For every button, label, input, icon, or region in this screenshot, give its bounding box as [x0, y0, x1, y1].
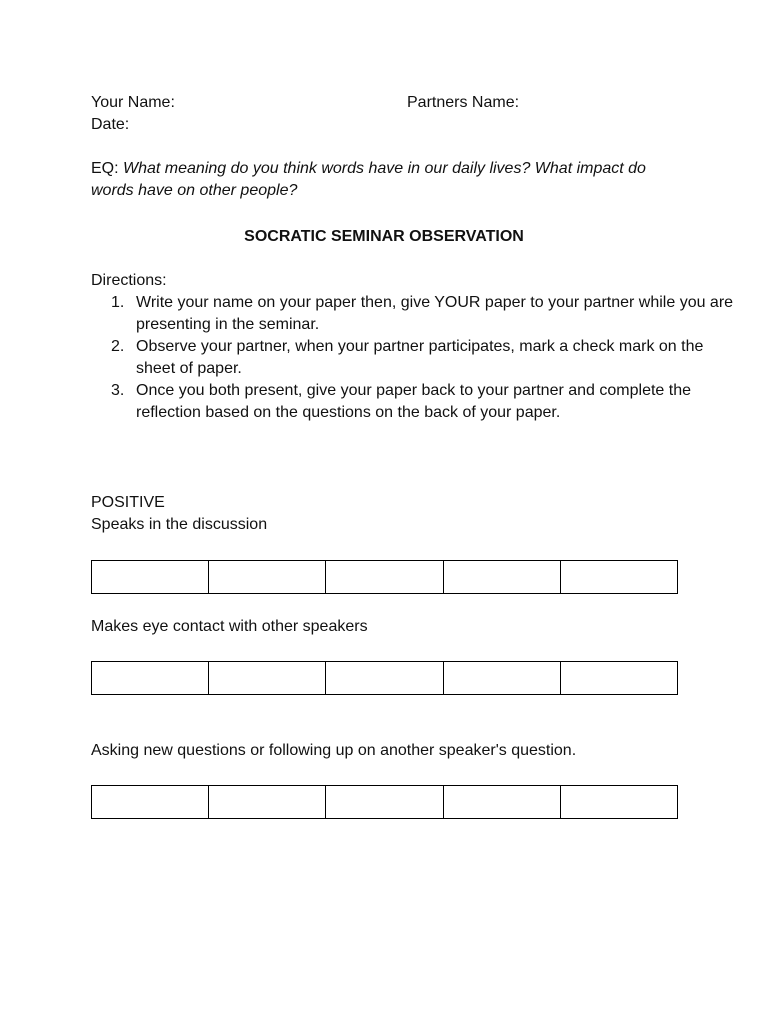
checkmark-grid-eye-contact: [91, 661, 678, 695]
checkmark-box[interactable]: [560, 561, 677, 593]
date-label: Date:: [91, 116, 130, 133]
direction-item: 1. Write your name on your paper then, give YOUR paper to your partner while you are presenting in the seminar.: [111, 294, 734, 333]
checkmark-box[interactable]: [92, 662, 208, 694]
checkmark-grid-questions: [91, 785, 678, 819]
checkmark-box[interactable]: [560, 662, 677, 694]
direction-item: 2. Observe your partner, when your partner participates, mark a check mark on the sheet of paper.: [111, 338, 704, 377]
page-title: SOCRATIC SEMINAR OBSERVATION: [244, 228, 524, 245]
checkmark-box[interactable]: [208, 786, 325, 818]
your-name-label: Your Name:: [91, 94, 175, 111]
checkmark-box[interactable]: [325, 662, 442, 694]
criterion-label-speaks: Speaks in the discussion: [91, 516, 268, 533]
directions-list: [91, 292, 736, 424]
partners-name-label: Partners Name:: [407, 94, 520, 111]
criterion-label-questions: Asking new questions or following up on another speaker's question.: [91, 742, 577, 759]
eq-label: EQ:: [91, 160, 119, 177]
eq-question-text: What meaning do you think words have in our daily lives? What impact do words have on other people?: [91, 160, 646, 199]
directions-label: Directions:: [91, 272, 167, 289]
checkmark-box[interactable]: [325, 561, 442, 593]
essential-question: [91, 158, 691, 202]
checkmark-box[interactable]: [208, 561, 325, 593]
checkmark-box[interactable]: [443, 561, 560, 593]
checkmark-box[interactable]: [325, 786, 442, 818]
positive-heading: POSITIVE: [91, 494, 165, 511]
checkmark-box[interactable]: [208, 662, 325, 694]
checkmark-grid-speaks: [91, 560, 678, 594]
checkmark-box[interactable]: [92, 561, 208, 593]
direction-item: 3. Once you both present, give your paper back to your partner and complete the reflection based on the questions on the back of your paper.: [111, 382, 691, 421]
checkmark-box[interactable]: [92, 786, 208, 818]
checkmark-box[interactable]: [560, 786, 677, 818]
criterion-label-eye-contact: Makes eye contact with other speakers: [91, 618, 368, 635]
checkmark-box[interactable]: [443, 662, 560, 694]
checkmark-box[interactable]: [443, 786, 560, 818]
